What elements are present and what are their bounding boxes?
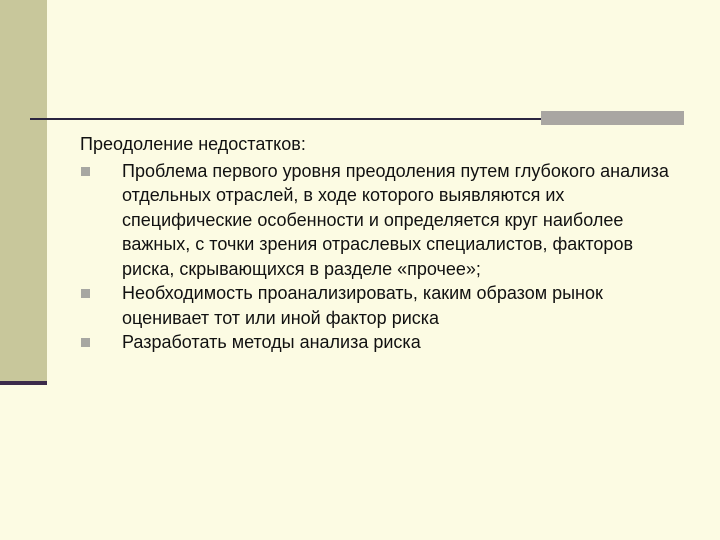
bullet-list [80, 159, 690, 355]
left-band-base-line [0, 381, 47, 385]
square-bullet-icon [81, 167, 90, 176]
bullet-text: Разработать методы анализа риска [122, 332, 421, 352]
left-decorative-band [0, 0, 47, 383]
slide-content [80, 132, 690, 355]
bullet-item [80, 281, 690, 330]
accent-bar [541, 111, 684, 125]
bullet-item [80, 159, 690, 282]
bullet-text: Проблема первого уровня преодоления путем глубокого анализа отдельных отраслей, в ходе которого выявляются их специфические особенности и определяется круг наиболее важных, с точки зрения отраслевых специалистов, факторов риска, скрывающихся в разделе «прочее»; [122, 160, 669, 279]
bullet-item [80, 330, 690, 355]
square-bullet-icon [81, 289, 90, 298]
slide-heading: Преодоление недостатков: [80, 134, 306, 154]
bullet-text: Необходимость проанализировать, каким образом рынок оценивает тот или иной фактор риска [122, 283, 603, 328]
square-bullet-icon [81, 338, 90, 347]
